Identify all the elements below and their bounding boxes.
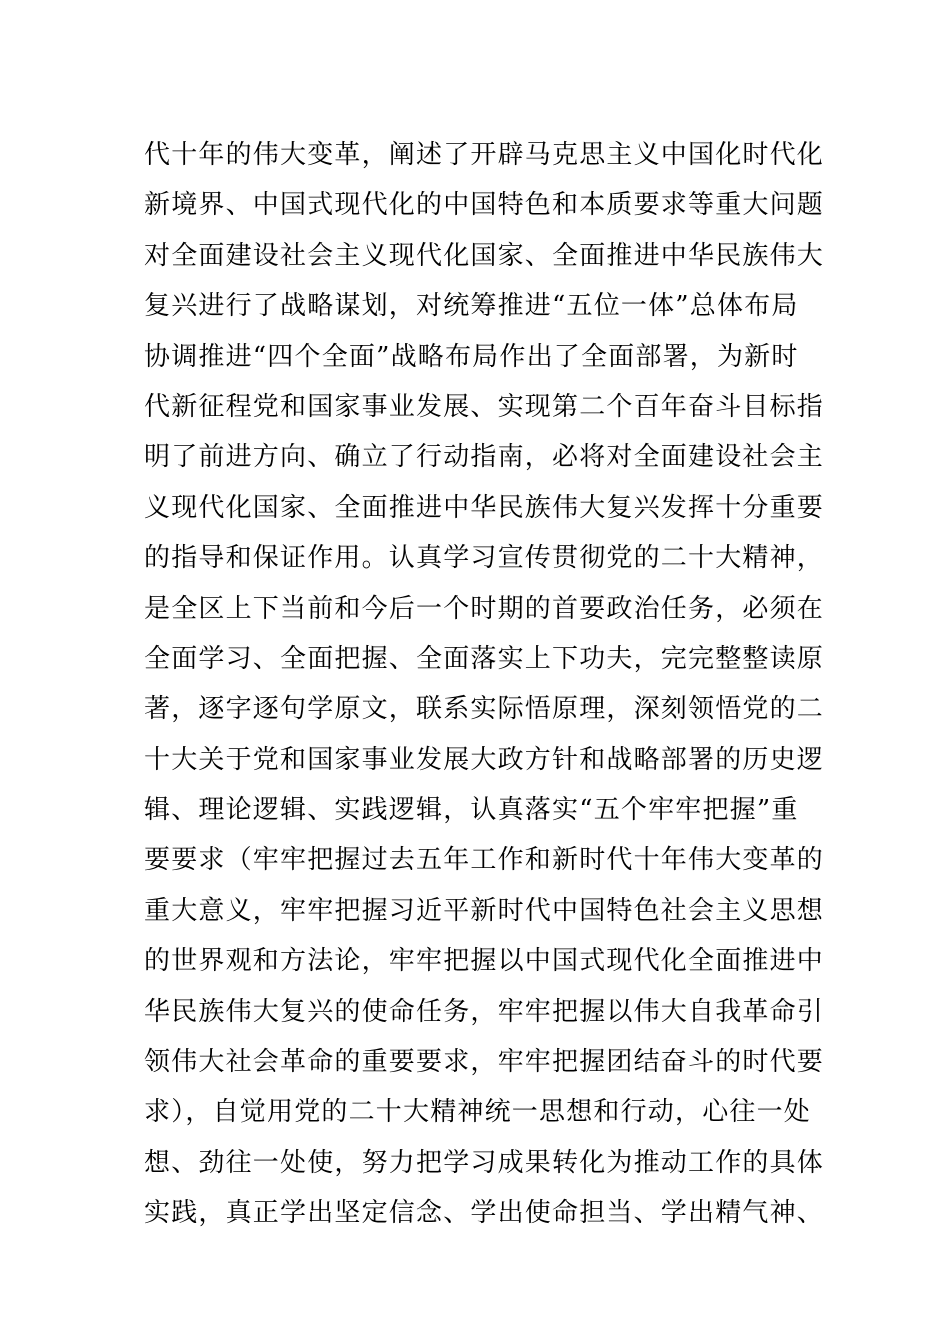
text-line: 要要求（牢牢把握过去五年工作和新时代十年伟大变革的 xyxy=(144,845,825,876)
text-line: 全面学习、全面把握、全面落实上下功夫，完完整整读原 xyxy=(144,643,825,674)
text-line: 著，逐字逐句学原文，联系实际悟原理，深刻领悟党的二 xyxy=(144,694,825,725)
text-line: 协调推进“四个全面”战略布局作出了全面部署，为新时 xyxy=(144,341,799,372)
body-paragraph xyxy=(144,130,824,1239)
text-line: 义现代化国家、全面推进中华民族伟大复兴发挥十分重要 xyxy=(144,492,825,523)
text-line: 代十年的伟大变革，阐述了开辟马克思主义中国化时代化 xyxy=(144,140,825,170)
text-line: 领伟大社会革命的重要要求，牢牢把握团结奋斗的时代要 xyxy=(144,1047,825,1078)
text-line: 想、劲往一处使，努力把学习成果转化为推动工作的具体 xyxy=(144,1147,825,1178)
text-line: 实践，真正学出坚定信念、学出使命担当、学出精气神、 xyxy=(144,1198,825,1229)
text-line: 是全区上下当前和今后一个时期的首要政治任务，必须在 xyxy=(144,593,825,624)
text-line: 重大意义，牢牢把握习近平新时代中国特色社会主义思想 xyxy=(144,895,825,926)
text-line: 对全面建设社会主义现代化国家、全面推进中华民族伟大 xyxy=(144,240,825,271)
text-line: 新境界、中国式现代化的中国特色和本质要求等重大问题 xyxy=(144,190,825,221)
text-line: 明了前进方向、确立了行动指南，必将对全面建设社会主 xyxy=(144,442,825,473)
text-line: 的世界观和方法论，牢牢把握以中国式现代化全面推进中 xyxy=(144,946,825,977)
text-line: 复兴进行了战略谋划，对统筹推进“五位一体”总体布局 xyxy=(144,291,799,322)
text-line: 华民族伟大复兴的使命任务，牢牢把握以伟大自我革命引 xyxy=(144,996,825,1027)
text-line: 代新征程党和国家事业发展、实现第二个百年奋斗目标指 xyxy=(144,391,825,422)
text-line: 辑、理论逻辑、实践逻辑，认真落实“五个牢牢把握”重 xyxy=(144,795,799,826)
text-line: 求），自觉用党的二十大精神统一思想和行动，心往一处 xyxy=(144,1097,812,1128)
text-line: 十大关于党和国家事业发展大政方针和战略部署的历史逻 xyxy=(144,744,825,775)
text-line: 的指导和保证作用。认真学习宣传贯彻党的二十大精神， xyxy=(144,543,825,574)
